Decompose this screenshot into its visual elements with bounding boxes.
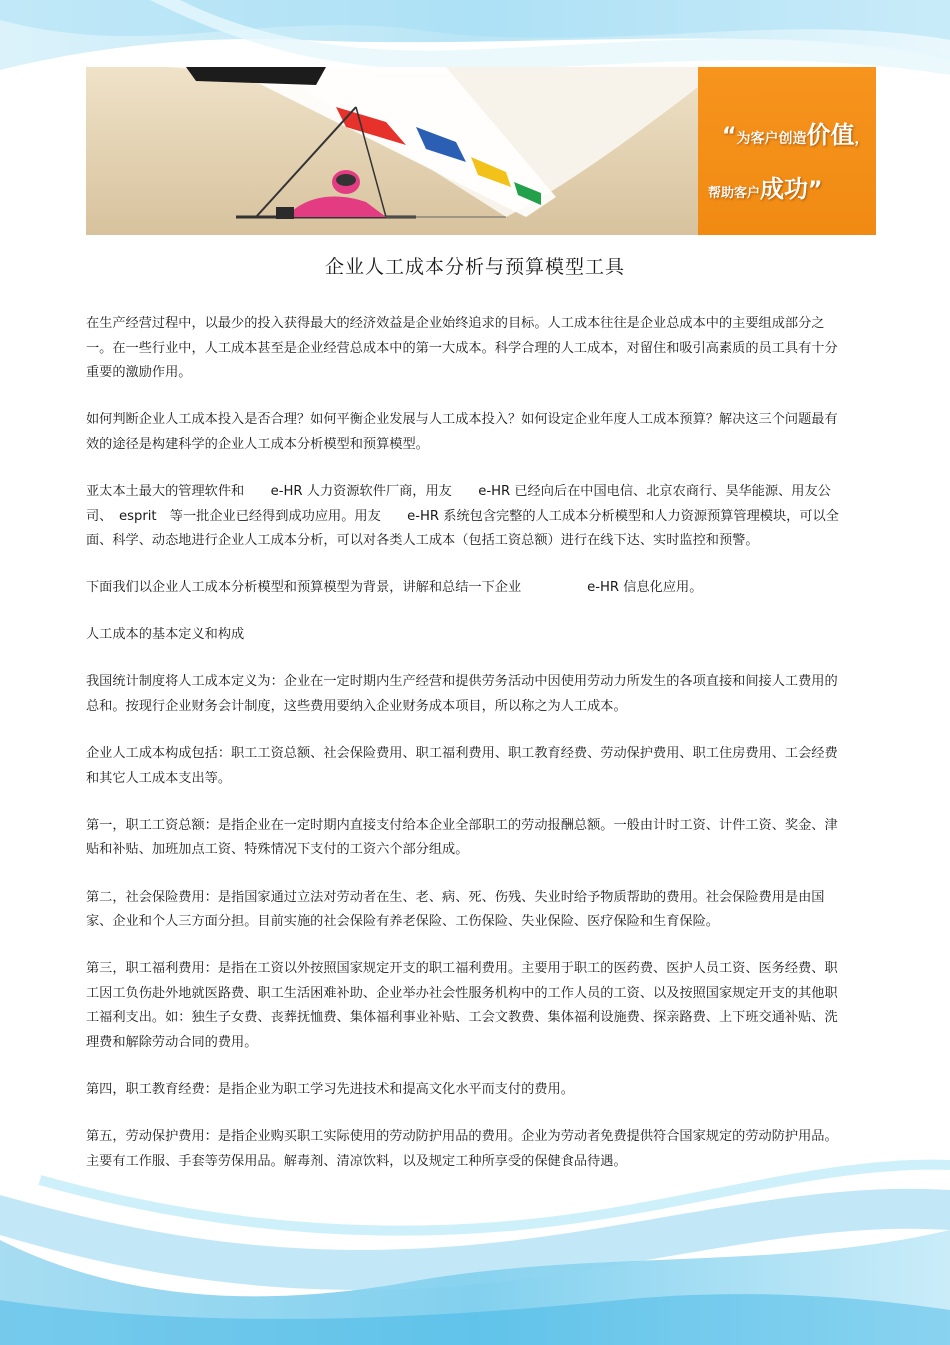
header-banner: [86, 67, 876, 235]
paragraph-item-3: 第三，职工福利费用：是指在工资以外按照国家规定开支的职工福利费用。主要用于职工的医药费、医护人员工资、医务经费、职工因工负伤赴外地就医路费、职工生活困难补助、企业举办社会性服务机构中的工作人员的工资、以及按照国家规定开支的其他职工福利支出。如：独生子女费、丧葬抚恤费、集体福利事业补贴、工会文教费、集体福利设施费、探亲路费、上下班交通补贴、洗理费和解除劳动合同的费用。: [86, 961, 838, 1050]
paragraph-item-4: 第四，职工教育经费：是指企业为职工学习先进技术和提高文化水平而支付的费用。: [86, 1082, 574, 1098]
slogan-line-2: [708, 169, 822, 204]
paragraph-questions: 如何判断企业人工成本投入是否合理？如何平衡企业发展与人工成本投入？如何设定企业年度人工成本预算？解决这三个问题最有效的途径是构建科学的企业人工成本分析模型和预算模型。: [86, 412, 838, 452]
document-body: [86, 312, 850, 1197]
slogan-close-quote: ”: [808, 178, 823, 203]
slogan-line-1-punct: ，: [854, 131, 869, 147]
slogan-line-2-emphasis: 成功: [760, 175, 809, 203]
slogan-open-quote: “: [722, 124, 737, 149]
paragraph-definition: 我国统计制度将人工成本定义为：企业在一定时期内生产经营和提供劳务活动中因使用劳动力所发生的各项直接和间接人工费用的总和。按现行企业财务会计制度，这些费用要纳入企业财务成本项目，所以称之为人工成本。: [86, 674, 838, 715]
slogan-line-1: [722, 115, 868, 150]
paragraph-background: 下面我们以企业人工成本分析模型和预算模型为背景，讲解和总结一下企业 e-HR 信息化应用。: [86, 580, 703, 596]
slogan-line-1-emphasis: 价值: [806, 121, 855, 149]
paragraph-item-5: 第五，劳动保护费用：是指企业购买职工实际使用的劳动防护用品的费用。企业为劳动者免费提供符合国家规定的劳动防护用品。主要有工作服、手套等劳保用品。解毒剂、清凉饮料，以及规定工种所享受的保健食品待遇。: [86, 1129, 838, 1169]
paragraph-composition: 企业人工成本构成包括：职工工资总额、社会保险费用、职工福利费用、职工教育经费、劳动保护费用、职工住房费用、工会经费和其它人工成本支出等。: [86, 746, 838, 786]
slogan-panel: [698, 67, 876, 235]
slogan-line-1-prefix: 为客户创造: [736, 131, 807, 147]
paragraph-intro: 在生产经营过程中，以最少的投入获得最大的经济效益是企业始终追求的目标。人工成本往往是企业总成本中的主要组成部分之一。在一些行业中，人工成本甚至是企业经营总成本中的第一大成本。科学合理的人工成本，对留住和吸引高素质的员工具有十分重要的激励作用。: [86, 316, 838, 381]
section-heading-definition: 人工成本的基本定义和构成: [86, 627, 245, 643]
hang-glider-photo: [86, 67, 698, 235]
slogan-line-2-prefix: 帮助客户: [708, 186, 761, 201]
paragraph-item-1: 第一，职工工资总额：是指企业在一定时期内直接支付给本企业全部职工的劳动报酬总额。一般由计时工资、计件工资、奖金、津贴和补贴、加班加点工资、特殊情况下支付的工资六个部分组成。: [86, 817, 838, 858]
document-title: 企业人工成本分析与预算模型工具: [324, 256, 625, 278]
paragraph-vendor: 亚太本土最大的管理软件和 e-HR 人力资源软件厂商，用友 e-HR 已经向后在中国电信、北京农商行、昊华能源、用友公司、 esprit 等一批企业已经得到成功应用。用友 e-HR 系统包含完整的人工成本分析模型和人力资源预算管理模块，可以全面、科学、动态地进行企业人工成本分析，可以对各类人工成本（包括工资总额）进行在线下达、实时监控和预警。: [86, 483, 839, 549]
paragraph-item-2: 第二，社会保险费用：是指国家通过立法对劳动者在生、老、病、死、伤残、失业时给予物质帮助的费用。社会保险费用是由国家、企业和个人三方面分担。目前实施的社会保险有养老保险、工伤保险、失业保险、医疗保险和生育保险。: [86, 889, 825, 930]
